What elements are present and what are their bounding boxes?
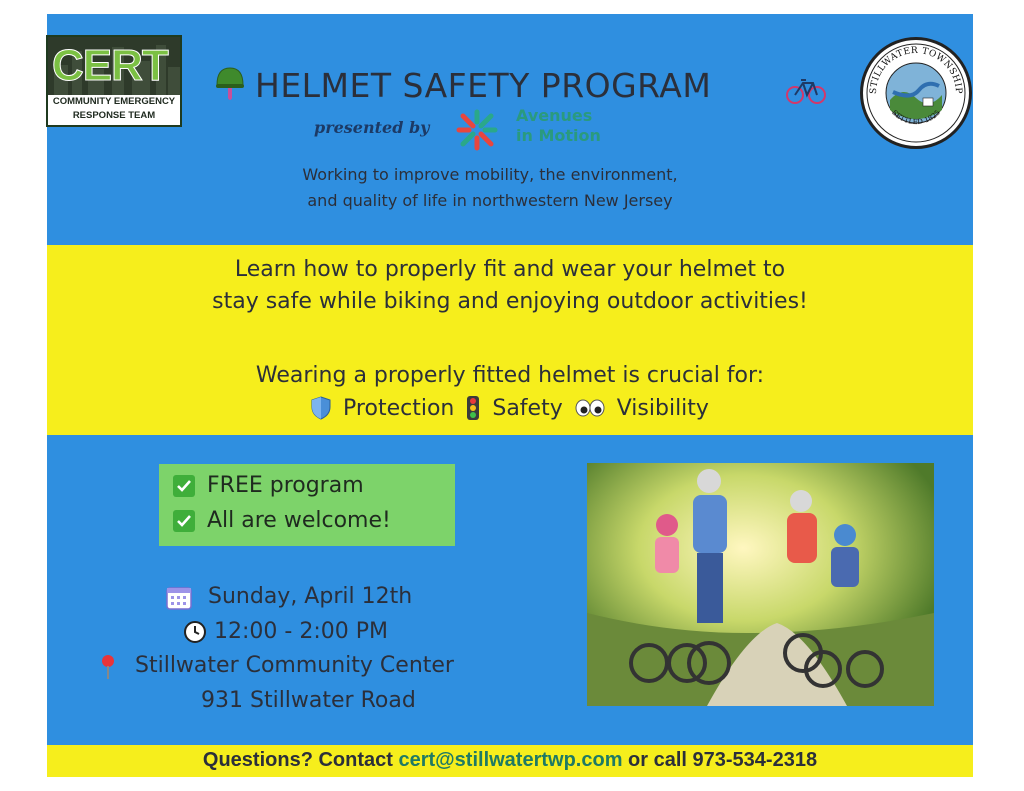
cert-subtitle-line1: COMMUNITY EMERGENCY: [52, 96, 176, 107]
avenues-in-motion-name: [516, 106, 626, 146]
event-time: 12:00 - 2:00 PM: [214, 619, 388, 644]
eyes-icon: [575, 399, 605, 417]
seal-bottom-text: SETTLED 1825: [890, 108, 942, 127]
contact-text: [47, 749, 973, 772]
partner-name-line1: Avenues: [516, 106, 593, 125]
helmet-icon: [215, 65, 245, 103]
event-date: Sunday, April 12th: [208, 584, 413, 609]
band-line3: Wearing a properly fitted helmet is crucial for:: [255, 363, 765, 388]
stillwater-township-seal: [860, 37, 972, 149]
family-biking-photo: [587, 463, 934, 706]
contact-prefix: Questions? Contact: [202, 749, 399, 771]
info-band: [47, 245, 973, 435]
benefit-visibility: Visibility: [616, 395, 709, 421]
perk-all-welcome: All are welcome!: [207, 508, 391, 533]
check-mark-icon: [173, 475, 195, 497]
seal-top-text: STILLWATER TOWNSHIP: [868, 45, 964, 95]
perk-item: [173, 473, 364, 498]
tagline: [180, 162, 800, 214]
contact-email-link[interactable]: cert@stillwatertwp.com: [398, 749, 623, 771]
presented-by-label: presented by: [314, 118, 430, 137]
clock-icon: [184, 621, 206, 643]
page-title: HELMET SAFETY PROGRAM: [255, 66, 712, 105]
event-address: 931 Stillwater Road: [201, 688, 416, 713]
benefits-list: [47, 395, 973, 421]
calendar-icon: [166, 586, 192, 610]
location-pin-icon: [99, 654, 117, 680]
cert-logo: [46, 35, 182, 127]
band-line2: stay safe while biking and enjoying outdoor activities!: [212, 289, 808, 314]
cert-subtitle-line2: RESPONSE TEAM: [72, 110, 156, 121]
benefit-safety: Safety: [492, 395, 563, 421]
tagline-line2: and quality of life in northwestern New Jersey: [307, 191, 673, 210]
avenues-in-motion-logo: [455, 108, 499, 152]
check-mark-icon: [173, 510, 195, 532]
cert-wordmark: CERT: [52, 41, 168, 90]
partner-name-line2: in Motion: [516, 126, 601, 145]
perk-free-program: FREE program: [207, 473, 364, 498]
perks-box: [159, 464, 455, 546]
benefit-protection: Protection: [343, 395, 455, 421]
event-location: Stillwater Community Center: [135, 653, 454, 678]
shield-icon: [311, 396, 331, 420]
bicycle-icon: [785, 75, 827, 105]
tagline-line1: Working to improve mobility, the environment,: [302, 165, 678, 184]
band-line1: Learn how to properly fit and wear your helmet to: [234, 257, 786, 282]
contact-phone-text: or call 973-534-2318: [622, 749, 818, 771]
traffic-light-icon: [466, 395, 480, 421]
perk-item: [173, 508, 391, 533]
contact-footer: [47, 745, 973, 777]
